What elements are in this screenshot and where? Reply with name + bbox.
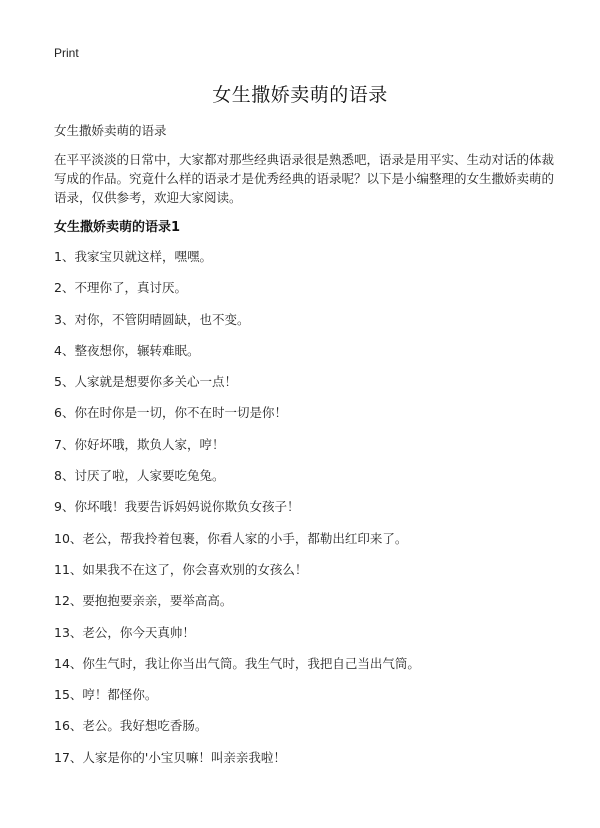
quote-item: 10、老公，帮我拎着包裹，你看人家的小手，都勒出红印来了。 [54, 530, 408, 546]
section-heading: 女生撒娇卖萌的语录1 [54, 220, 181, 235]
quote-item: 2、不理你了，真讨厌。 [54, 280, 187, 296]
quote-item: 6、你在时你是一切，你不在时一切是你！ [54, 405, 287, 421]
subtitle: 女生撒娇卖萌的语录 [54, 123, 167, 138]
quote-item: 14、你生气时，我让你当出气筒。我生气时，我把自己当出气筒。 [54, 655, 420, 671]
quote-item: 1、我家宝贝就这样，嘿嘿。 [54, 249, 212, 264]
quote-list [54, 247, 420, 779]
quote-item: 4、整夜想你，辗转难眠。 [54, 342, 200, 358]
quote-item: 8、讨厌了啦，人家要吃兔兔。 [54, 468, 225, 484]
quote-item: 15、哼！都怪你。 [54, 687, 158, 703]
quote-item: 9、你坏哦！我要告诉妈妈说你欺负女孩子！ [54, 499, 300, 515]
print-link[interactable]: Print [54, 46, 79, 60]
quote-item: 3、对你，不管阴晴圆缺，也不变。 [54, 311, 250, 327]
quote-item: 17、人家是你的'小宝贝嘛！叫亲亲我啦！ [54, 749, 286, 765]
quote-item: 12、要抱抱要亲亲，要举高高。 [54, 593, 233, 609]
quote-item: 7、你好坏哦，欺负人家，哼！ [54, 436, 225, 452]
intro-paragraph: 在平平淡淡的日常中，大家都对那些经典语录很是熟悉吧，语录是用平实、生动对话的体裁写成的作品。究竟什么样的语录才是优秀经典的语录呢？以下是小编整理的女生撒娇卖萌的语录，仅供参考，欢迎大家阅读。 [54, 152, 555, 205]
quote-item: 11、如果我不在这了，你会喜欢别的女孩么！ [54, 561, 308, 577]
quote-item: 5、人家就是想要你多关心一点！ [54, 374, 237, 390]
quote-item: 13、老公，你今天真帅！ [54, 624, 195, 640]
quote-item: 16、老公。我好想吃香肠。 [54, 718, 208, 734]
page-title: 女生撒娇卖萌的语录 [212, 84, 388, 106]
